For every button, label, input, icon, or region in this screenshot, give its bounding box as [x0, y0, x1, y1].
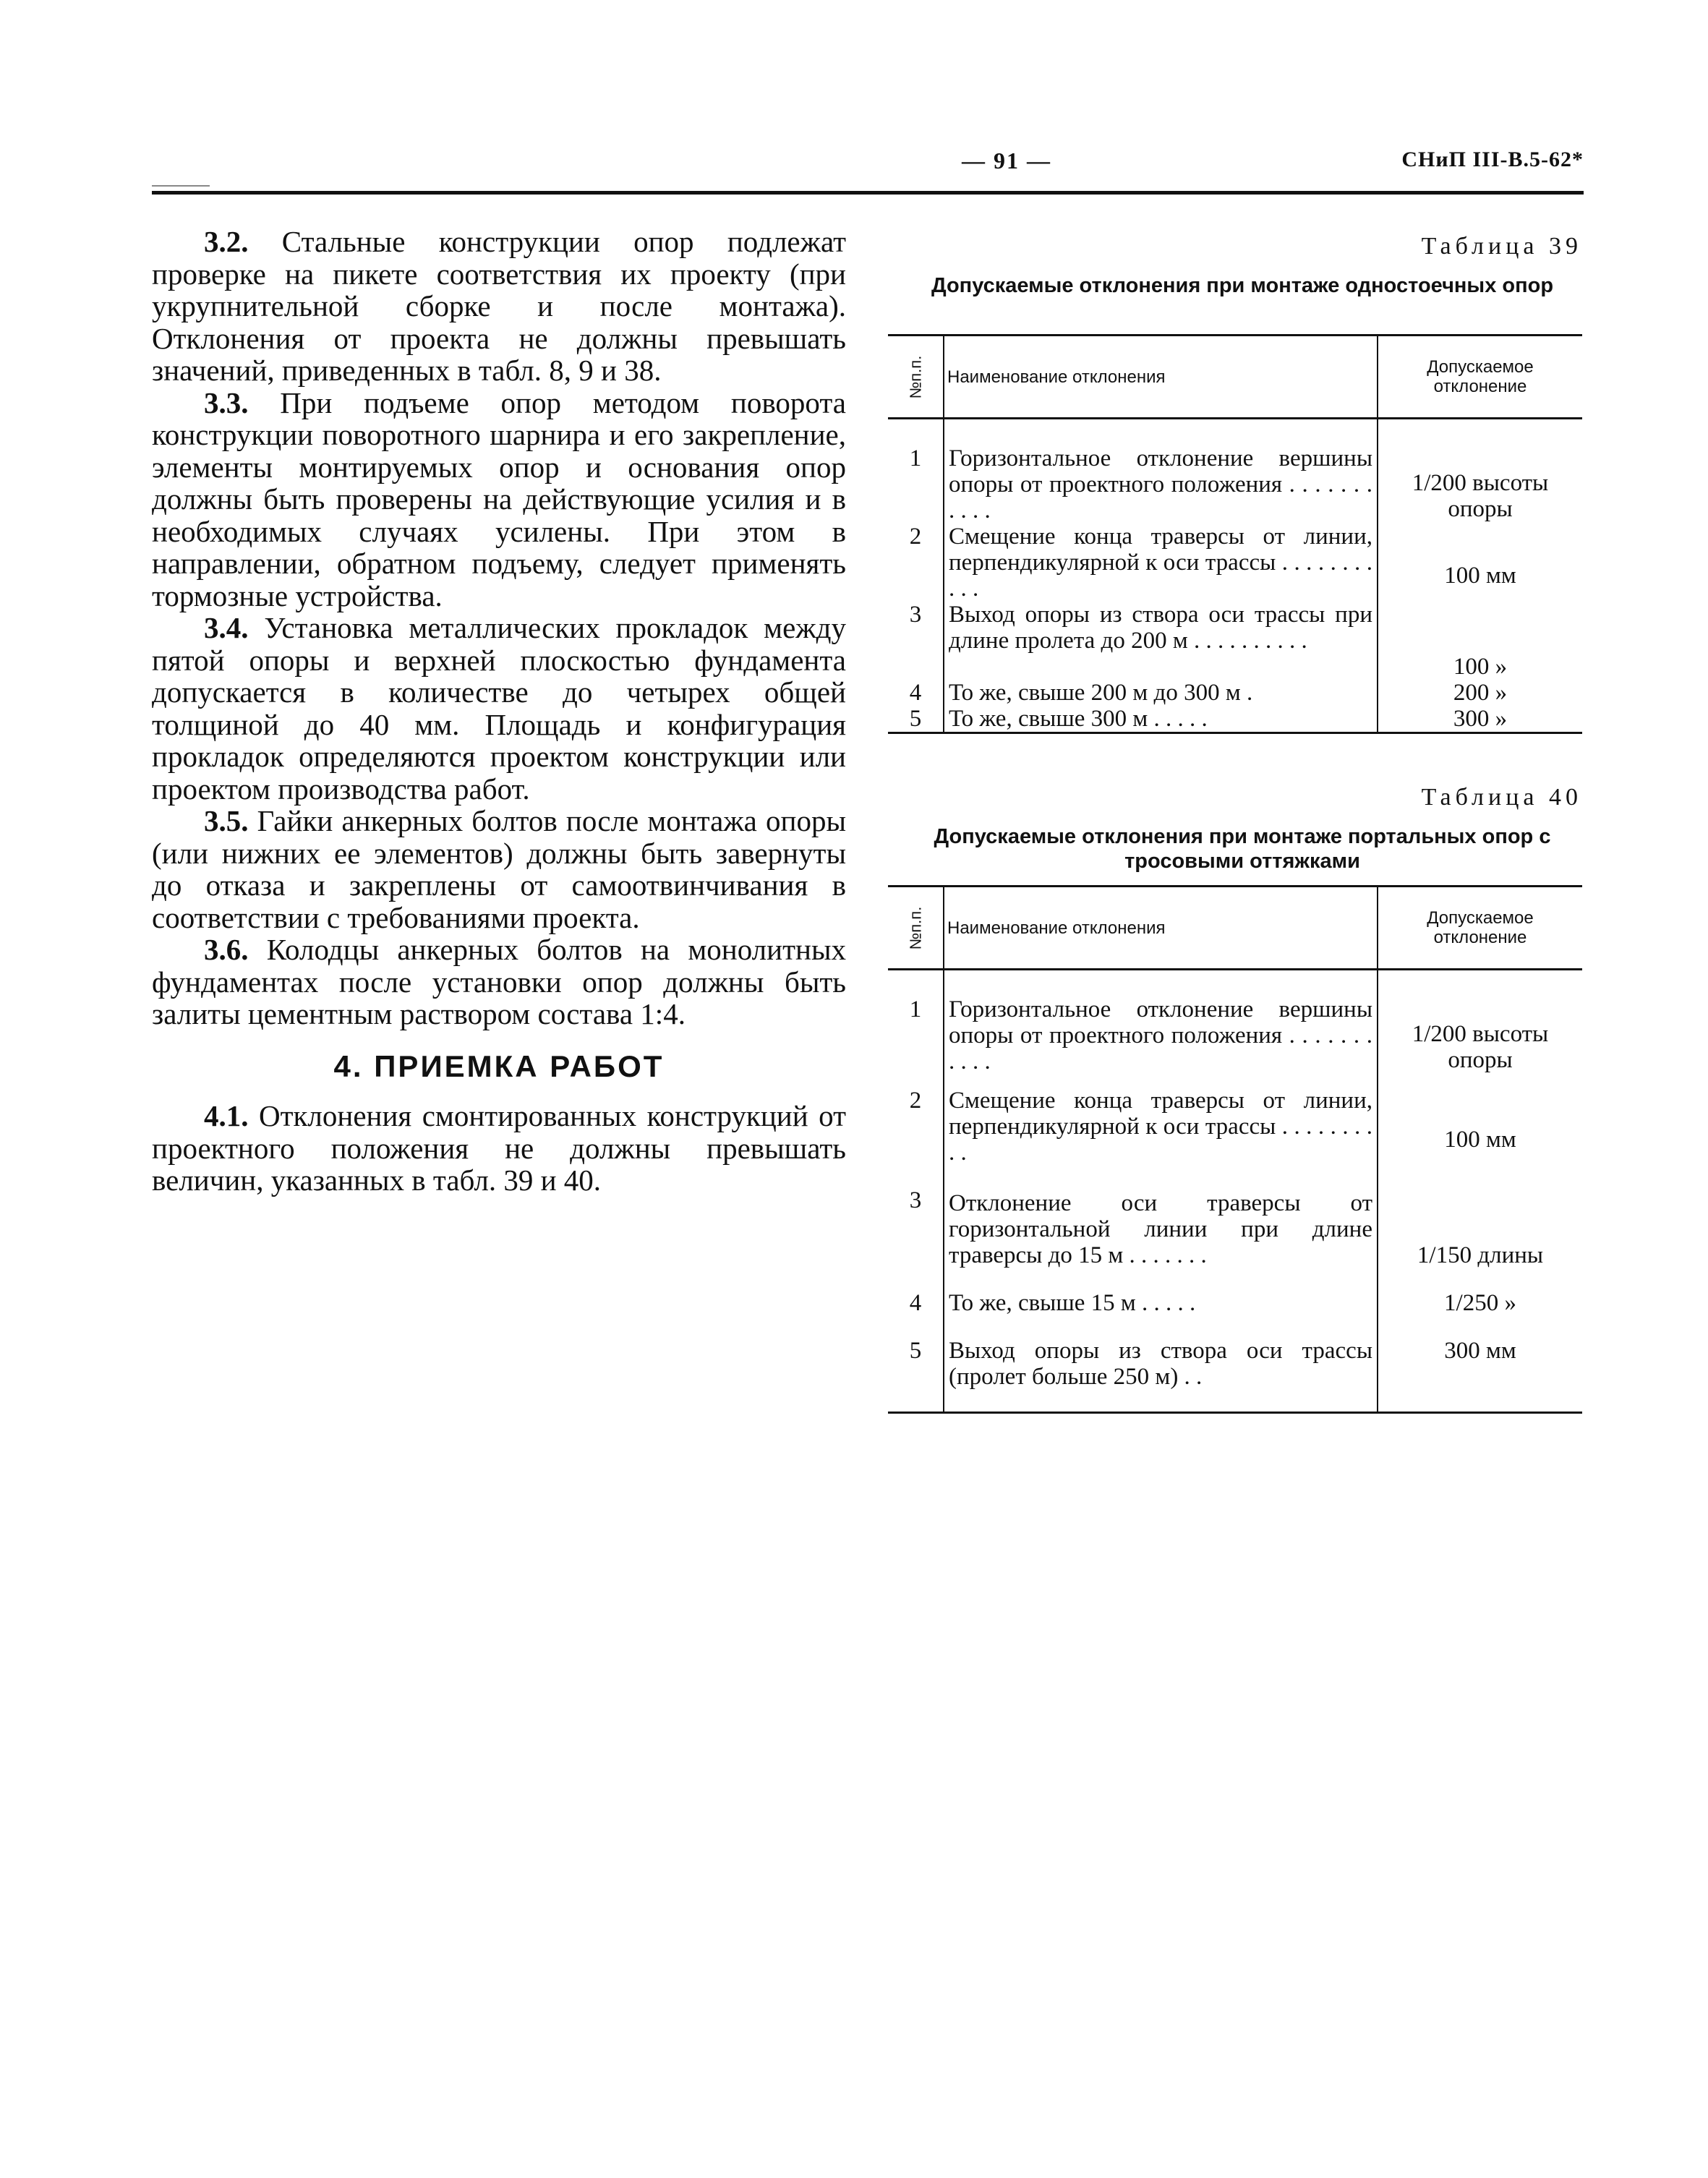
row-name: Горизонтальное отклонение вершины опоры от проектного положения . . . . . . . . . . . [944, 419, 1378, 524]
row-num: 3 [888, 602, 944, 680]
table-row [888, 680, 1582, 706]
page-header [152, 145, 1584, 188]
paragraph-number: 3.2. [204, 225, 249, 258]
row-name: Смещение конца траверсы от линии, перпендикулярной к оси трассы . . . . . . . . . . [944, 1075, 1378, 1166]
header-rule [152, 191, 1584, 195]
paragraph-text: Колодцы анкерных болтов на монолитных фундаментах после установки опор должны быть залиты цементным раствором состава 1:4. [152, 933, 846, 1030]
row-num: 2 [888, 1075, 944, 1166]
paragraph-number: 3.5. [204, 804, 249, 837]
row-value: 1/200 высоты опоры [1412, 470, 1549, 522]
table-row [888, 970, 1582, 1075]
paragraph-text: Отклонения смонтированных конструкций от проектного положения не должны превышать величин, указанных в табл. 39 и 40. [152, 1099, 847, 1197]
paragraph-number: 3.4. [204, 611, 249, 644]
col-header-num-text: №п.п. [906, 906, 925, 949]
table-row [888, 419, 1582, 524]
col-header-num [888, 336, 944, 419]
paragraph-number: 3.6. [204, 933, 249, 966]
paragraph-text: Стальные конструкции опор подлежат проверке на пикете соответствия их проекту (при укрупнительной сборке и после монтажа). Отклонения от проекта не должны превышать значений, приведенных в табл. 8, 9 и 38. [152, 225, 847, 387]
col-header-name: Наименование отклонения [944, 887, 1378, 970]
table-row [888, 1166, 1582, 1268]
paragraph-3-3 [152, 387, 846, 612]
section-title: 4. ПРИЕМКА РАБОТ [333, 1049, 665, 1083]
table-row [888, 602, 1582, 680]
table-40 [888, 885, 1582, 1414]
row-value: 100 » [1453, 654, 1508, 680]
col-header-num [888, 887, 944, 970]
table-40-label: Таблица 40 [1421, 784, 1582, 811]
row-name: Смещение конца траверсы от линии, перпендикулярной к оси трассы . . . . . . . . . . . [944, 524, 1378, 602]
table-header-row [888, 887, 1582, 970]
paragraph-text: При подъеме опор методом поворота конструкции поворотного шарнира и его закрепление, элементы монтируемых опор и основания опор должны быть проверены на действующие усилия и в необходимых случаях усилены. При этом в направлении, обратном подъему, следует применять тормозные устройства. [152, 385, 846, 612]
row-value: 300 мм [1378, 1316, 1582, 1413]
row-num: 1 [888, 970, 944, 1075]
paragraph-3-5 [152, 805, 846, 934]
paragraph-4-1 [152, 1100, 846, 1197]
row-name: То же, свыше 200 м до 300 м . [944, 680, 1378, 706]
paragraph-3-4 [152, 612, 846, 805]
header-rule-thin [152, 185, 210, 187]
row-value: 1/250 » [1444, 1290, 1516, 1316]
table-40-caption: Допускаемые отклонения при монтаже портальных опор с тросовыми оттяжками [934, 825, 1551, 873]
row-name: Отклонение оси траверсы от горизонтальной линии при длине траверсы до 15 м . . . . . . . [944, 1166, 1378, 1268]
row-name: То же, свыше 15 м . . . . . [944, 1268, 1378, 1316]
page-number: — 91 — [962, 148, 1051, 174]
table-row [888, 706, 1582, 733]
table-row [888, 1075, 1582, 1166]
table-39-label: Таблица 39 [1421, 233, 1582, 260]
row-name: Горизонтальное отклонение вершины опоры от проектного положения . . . . . . . . . . . [944, 970, 1378, 1075]
paragraph-number: 3.3. [204, 385, 249, 419]
row-num: 5 [888, 706, 944, 733]
row-num: 2 [888, 524, 944, 602]
table-header-row [888, 336, 1582, 419]
row-value: 100 мм [1444, 1127, 1516, 1153]
table-39-caption: Допускаемые отклонения при монтаже одностоечных опор [931, 274, 1554, 297]
col-header-value: Допускаемое отклонение [1378, 336, 1582, 419]
col-header-value: Допускаемое отклонение [1378, 887, 1582, 970]
row-value: 200 » [1453, 680, 1508, 706]
row-num: 4 [888, 680, 944, 706]
row-name: Выход опоры из створа оси трассы при длине пролета до 200 м . . . . . . . . . . [944, 602, 1378, 680]
table-row [888, 524, 1582, 602]
row-value: 1/150 длины [1417, 1242, 1544, 1268]
paragraph-number: 4.1. [204, 1099, 249, 1132]
row-num: 3 [888, 1166, 944, 1268]
row-value: 300 » [1378, 706, 1582, 733]
row-value: 100 мм [1444, 563, 1516, 589]
left-column [152, 226, 846, 1197]
paragraph-3-2 [152, 226, 846, 387]
document-id: СНиП III-В.5-62* [1401, 148, 1584, 171]
row-name: Выход опоры из створа оси трассы (пролет больше 250 м) . . [944, 1316, 1378, 1413]
paragraph-text: Гайки анкерных болтов после монтажа опоры (или нижних ее элементов) должны быть завернуты до отказа и закреплены от самоотвинчивания в соответствии с требованиями проекта. [152, 804, 846, 934]
row-num: 4 [888, 1268, 944, 1316]
col-header-num-text: №п.п. [906, 355, 925, 398]
row-name: То же, свыше 300 м . . . . . [944, 706, 1378, 733]
table-row [888, 1268, 1582, 1316]
row-num: 5 [888, 1316, 944, 1413]
paragraph-text: Установка металлических прокладок между пятой опоры и верхней плоскостью фундамента допускается в количестве до четырех общей толщиной до 40 мм. Площадь и конфигурация прокладок определяются проектом конструкции или проектом производства работ. [152, 611, 846, 806]
row-num: 1 [888, 419, 944, 524]
table-39 [888, 334, 1582, 734]
table-row [888, 1316, 1582, 1413]
paragraph-3-6 [152, 934, 846, 1030]
row-value: 1/200 высоты опоры [1412, 1021, 1549, 1073]
col-header-name: Наименование отклонения [944, 336, 1378, 419]
